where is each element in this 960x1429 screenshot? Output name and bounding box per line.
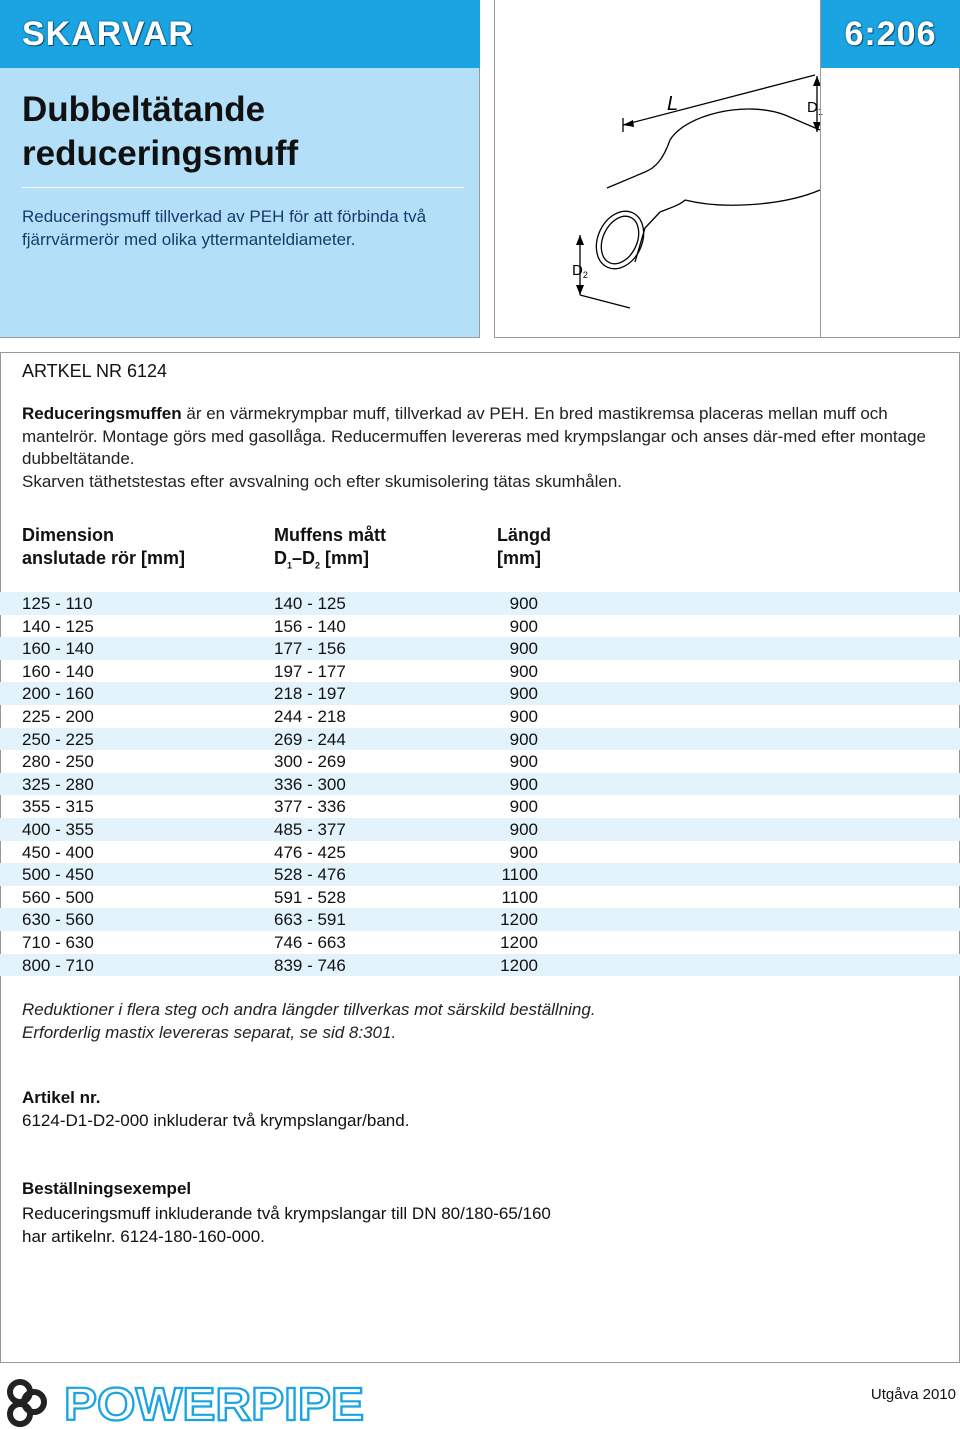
table-row (0, 728, 960, 751)
powerpipe-logo (62, 1376, 368, 1429)
dimension-cell: 710 - 630 (22, 932, 94, 952)
length-cell: 1100 (501, 865, 538, 885)
length-cell: 1200 (500, 955, 538, 975)
length-cell: 900 (509, 774, 538, 794)
table-row (0, 954, 960, 977)
page-title (22, 88, 472, 176)
length-cell: 900 (509, 842, 538, 862)
dimension-table (0, 592, 960, 976)
diagram-label-d1: $D_1$ (807, 99, 823, 117)
order-example-text: Reduceringsmuff inkluderande två krympslangar till DN 80/180-65/160 har artikelnr. 6124-180-160-000. (22, 1204, 551, 1246)
dimension-cell: 325 - 280 (22, 774, 94, 794)
sleeve-size-cell: 663 - 591 (274, 910, 346, 930)
table-row (0, 660, 960, 683)
sleeve-size-cell: 839 - 746 (274, 955, 346, 975)
length-cell: 900 (509, 706, 538, 726)
table-row (0, 841, 960, 864)
diagram-label-l: L (667, 93, 679, 115)
sleeve-size-cell: 591 - 528 (274, 887, 346, 907)
page-number-header (821, 0, 960, 68)
sleeve-size-cell: 156 - 140 (274, 616, 346, 636)
table-header-dimension: Dimension anslutade rör [mm] (22, 525, 186, 568)
powerpipe-logo-icon (4, 1376, 50, 1428)
dimension-cell: 125 - 110 (22, 594, 93, 613)
dimension-cell: 450 - 400 (22, 842, 94, 862)
desc-bold-term: Reduceringsmuffen (22, 404, 182, 423)
notes (22, 998, 596, 1044)
length-cell: 900 (509, 819, 538, 839)
article-description (22, 403, 942, 493)
dimension-cell: 800 - 710 (22, 955, 94, 975)
sleeve-size-cell: 336 - 300 (274, 774, 346, 794)
note-line-1: Reduktioner i flera steg och andra längder tillverkas mot särskild beställning. (22, 1000, 596, 1019)
svg-text:POWERPIPE: POWERPIPE (64, 1378, 364, 1429)
dimension-cell: 500 - 450 (22, 865, 94, 885)
sleeve-size-cell: 197 - 177 (274, 661, 346, 681)
table-row (0, 818, 960, 841)
title-line-1: Dubbeltätande (22, 90, 266, 129)
dimension-cell: 200 - 160 (22, 684, 94, 704)
dimension-cell: 280 - 250 (22, 752, 94, 772)
note-line-2: Erforderlig mastix levereras separat, se sid 8:301. (22, 1023, 397, 1042)
diagram-label-d2: $D_2$ (572, 262, 588, 280)
table-row (0, 682, 960, 705)
sleeve-size-cell: 746 - 663 (274, 932, 346, 952)
section-title: SKARVAR (22, 14, 194, 53)
table-row (0, 931, 960, 954)
sleeve-size-cell: 177 - 156 (274, 639, 346, 659)
diagram-frame (494, 0, 821, 338)
sleeve-size-cell: 269 - 244 (274, 729, 346, 749)
desc-line-2: Skarven täthetstestas efter avsvalning och efter skumisolering tätas skumhålen. (22, 471, 623, 491)
length-cell: 1200 (500, 932, 538, 952)
dimension-cell: 400 - 355 (22, 819, 94, 839)
dimension-cell: 560 - 500 (22, 887, 94, 907)
length-cell: 1100 (501, 887, 538, 907)
desc-body: är en värmekrympbar muff, tillverkad av PEH. En bred mastikremsa placeras mellan muff och mantelrör. Montage görs med gasollåga. Reducermuffen levereras med krympslangar och anses där-med efter montage dubbeltätande. (22, 404, 926, 469)
table-row (0, 615, 960, 638)
length-cell: 1200 (500, 910, 538, 930)
table-row (0, 750, 960, 773)
table-row (0, 886, 960, 909)
length-cell: 900 (509, 661, 538, 681)
table-row (0, 773, 960, 796)
page-number: 6:206 (844, 14, 937, 53)
length-cell: 900 (509, 684, 538, 704)
sleeve-size-cell: 218 - 197 (274, 684, 346, 704)
title-line-2: reduceringsmuff (22, 134, 299, 173)
edition-label: Utgåva 2010 (870, 1386, 956, 1403)
table-header-length: Längd [mm] (497, 525, 551, 568)
dimension-cell: 160 - 140 (22, 661, 94, 681)
order-example-heading: Beställningsexempel (22, 1179, 192, 1198)
dimension-cell: 355 - 315 (22, 797, 94, 817)
length-cell: 900 (509, 616, 538, 636)
length-cell: 900 (509, 752, 538, 772)
length-cell: 900 (509, 594, 538, 613)
title-divider (22, 187, 464, 188)
dimension-cell: 160 - 140 (22, 639, 94, 659)
intro-text: Reduceringsmuff tillverkad av PEH för att förbinda två fjärrvärmerör med olika yttermanteldiameter. (22, 207, 427, 249)
dimension-cell: 630 - 560 (22, 910, 94, 930)
artnr-heading: Artikel nr. (22, 1088, 101, 1107)
length-cell: 900 (509, 639, 538, 659)
sleeve-size-cell: 244 - 218 (274, 706, 346, 726)
table-row (0, 705, 960, 728)
sleeve-size-cell: 140 - 125 (274, 594, 346, 613)
sleeve-size-cell: 528 - 476 (274, 865, 346, 885)
reducer-sleeve-diagram (495, 0, 822, 338)
dimension-cell: 250 - 225 (22, 729, 94, 749)
table-row (0, 863, 960, 886)
sleeve-size-cell: 485 - 377 (274, 819, 346, 839)
length-cell: 900 (509, 729, 538, 749)
artnr-text: 6124-D1-D2-000 inkluderar två krympslangar/band. (22, 1111, 410, 1130)
article-heading: ARTKEL NR 6124 (22, 361, 168, 381)
dimension-cell: 140 - 125 (22, 616, 94, 636)
dimension-cell: 225 - 200 (22, 706, 94, 726)
sleeve-size-cell: 300 - 269 (274, 752, 346, 772)
diagram-frame-right (820, 68, 960, 338)
section-header (0, 0, 480, 68)
sleeve-size-cell: 476 - 425 (274, 842, 346, 862)
table-row (0, 908, 960, 931)
sleeve-size-cell: 377 - 336 (274, 797, 346, 817)
table-row (0, 637, 960, 660)
table-row (0, 592, 960, 615)
table-header-sleeve-size: Muffens mått $D_1-D_2$ [mm] (274, 525, 386, 571)
length-cell: 900 (509, 797, 538, 817)
table-row (0, 795, 960, 818)
